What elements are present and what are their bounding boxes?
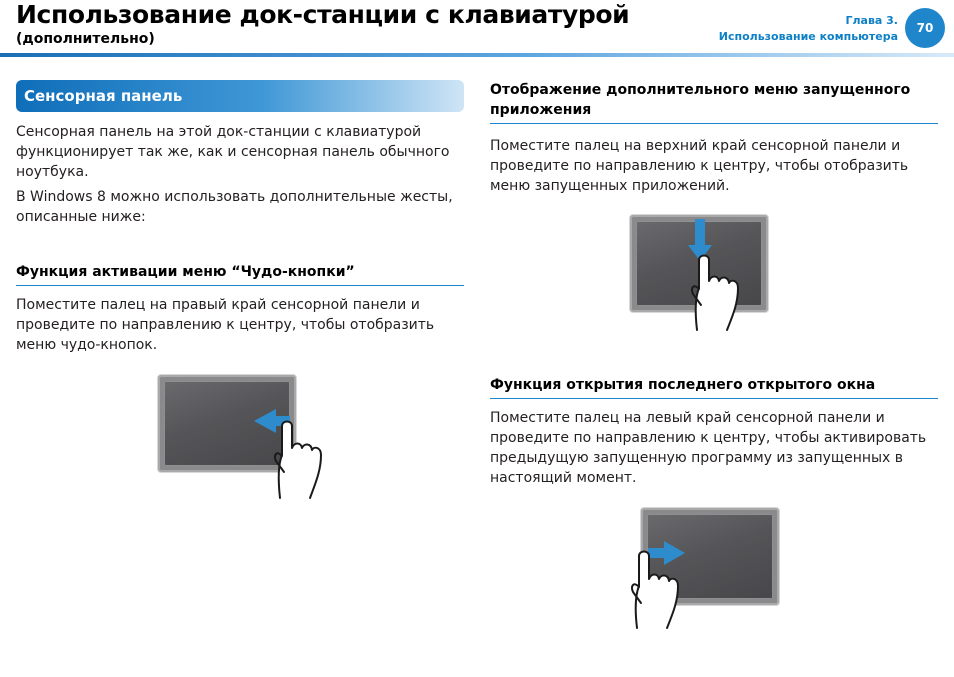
- intro-gestures-paragraph: В Windows 8 можно использовать дополнительные жесты, описанные ниже:: [16, 189, 453, 225]
- swipe-right-gesture-icon: [620, 500, 810, 640]
- last-window-description: Поместите палец на левый край сенсорной панели и проведите по направлению к центру, чтобы активировать предыдущую запущенную программу из запущенных в настоящий момент.: [490, 410, 927, 486]
- page-number-badge: 70: [905, 8, 945, 48]
- page-title: Использование док-станции с клавиатурой: [16, 0, 630, 29]
- swipe-down-gesture-icon: [620, 205, 810, 355]
- section-title: Сенсорная панель: [24, 87, 183, 105]
- hand-pointer-icon: [696, 256, 738, 331]
- hand-pointer-icon: [636, 552, 678, 629]
- arrow-right-icon: [648, 541, 685, 565]
- app-menu-description: Поместите палец на верхний край сенсорной панели и проведите по направлению к центру, чтобы отобразить меню запущенных приложений.: [490, 138, 909, 194]
- chapter-name: Использование компьютера: [718, 30, 898, 43]
- last-window-heading: Функция открытия последнего открытого окна: [490, 375, 938, 399]
- swipe-left-gesture-icon: [150, 360, 340, 510]
- app-menu-heading: Отображение дополнительного меню запущенного приложения: [490, 80, 938, 124]
- hand-pointer-icon: [279, 422, 321, 499]
- chapter-number: Глава 3.: [845, 14, 898, 27]
- header-divider: [0, 53, 954, 57]
- chapter-label: [719, 13, 898, 45]
- charms-heading: Функция активации меню “Чудо-кнопки”: [16, 262, 464, 286]
- intro-paragraph: Сенсорная панель на этой док-станции с клавиатурой функционирует так же, как и сенсорная панель обычного ноутбука.: [16, 124, 450, 180]
- page-subtitle: (дополнительно): [16, 31, 155, 47]
- arrow-down-icon: [688, 219, 712, 261]
- section-heading-bar: [16, 80, 464, 112]
- charms-description: Поместите палец на правый край сенсорной панели и проведите по направлению к центру, чтобы отобразить меню чудо-кнопок.: [16, 297, 435, 353]
